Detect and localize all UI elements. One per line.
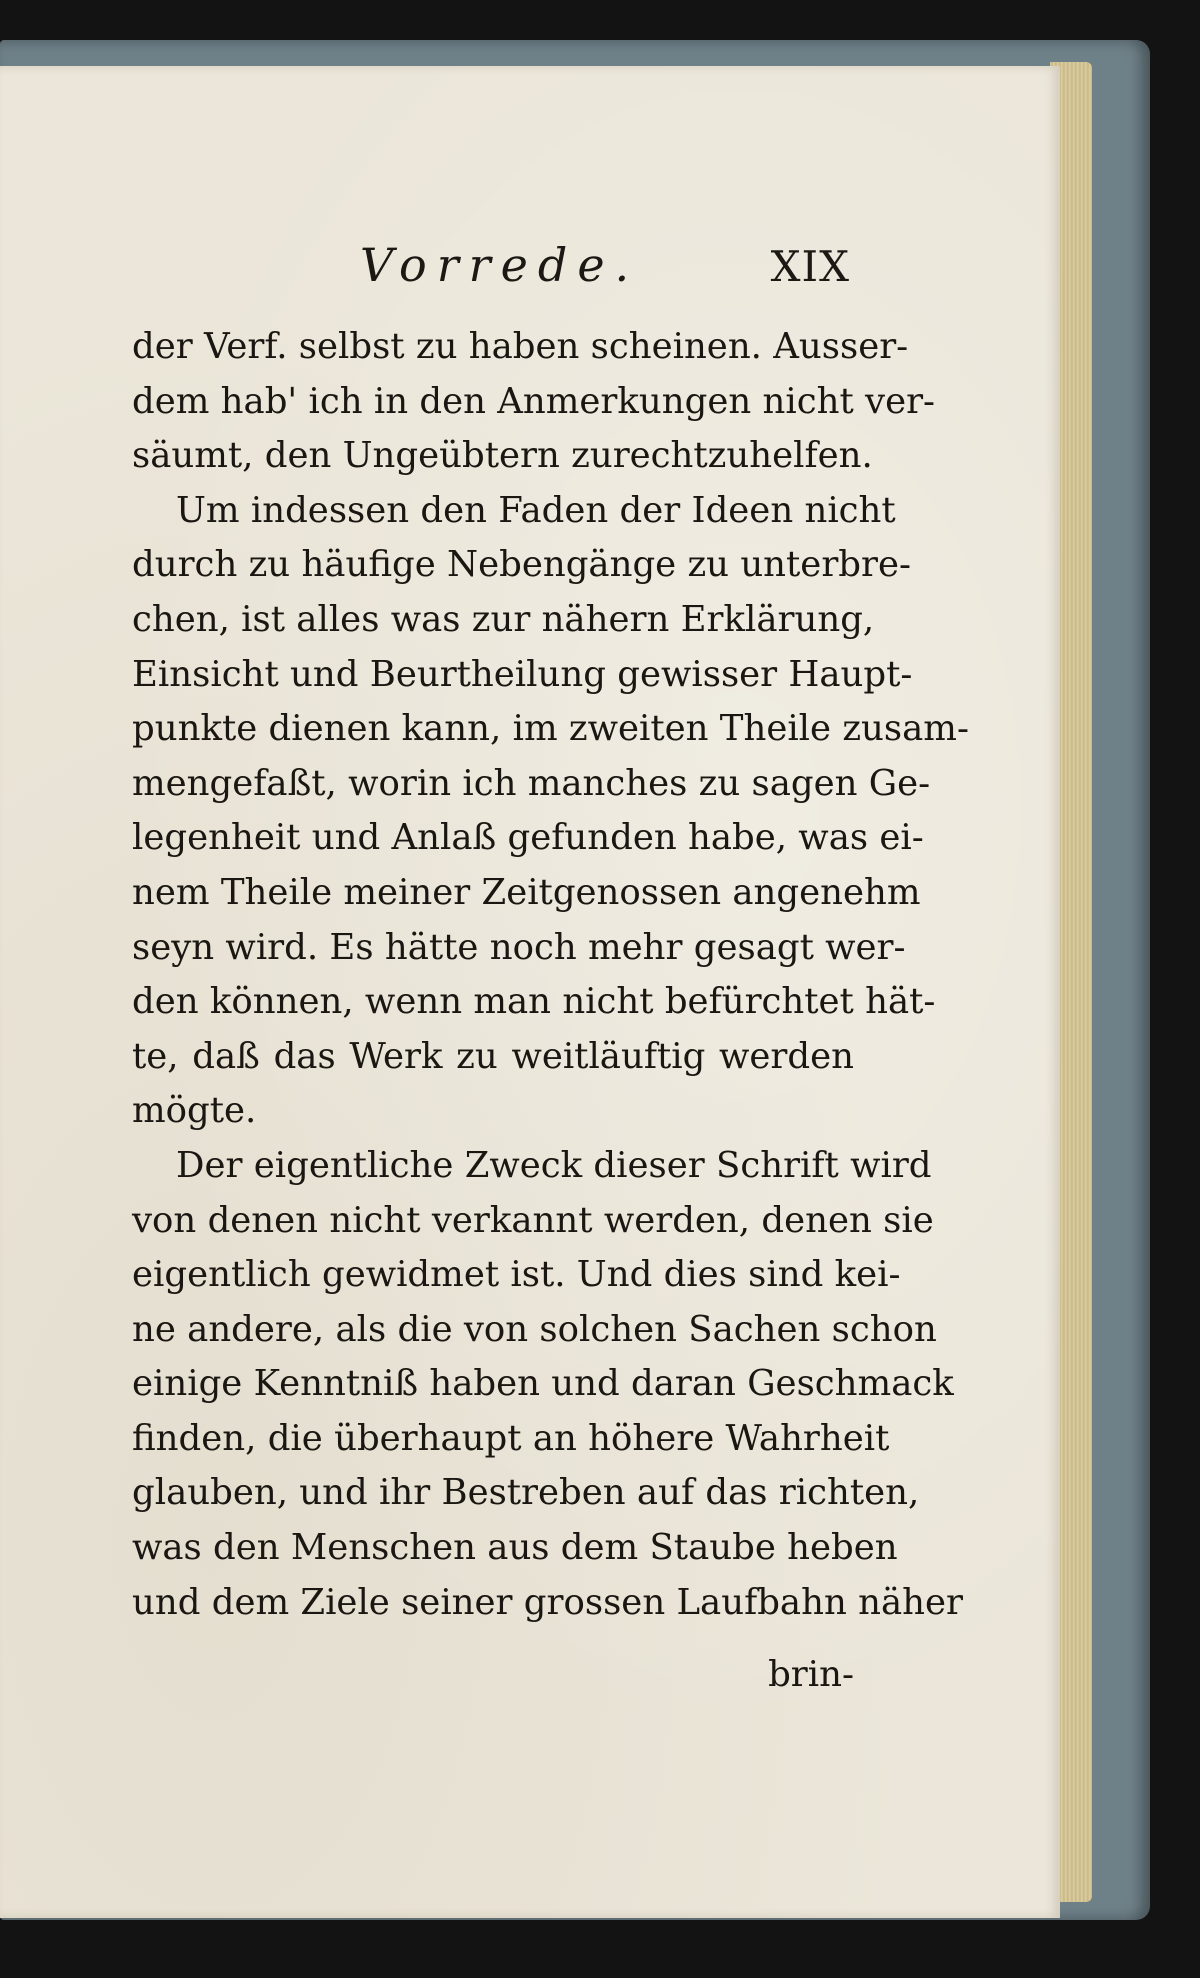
text-line: mengefaßt, worin ich manches zu sagen Ge- [132,762,931,804]
text-line: einige Kenntniß haben und daran Geschmack [132,1363,954,1405]
text-line: te, daß das Werk zu weitläuftig werden [132,1035,854,1077]
text-line: ne andere, als die von solchen Sachen schon [132,1308,937,1350]
text-line: seyn wird. Es hätte noch mehr gesagt wer- [132,926,906,968]
text-line: finden, die überhaupt an höhere Wahrheit [132,1417,890,1459]
text-line: säumt, den Ungeübtern zurechtzuhelfen. [132,435,873,477]
text-line: nem Theile meiner Zeitgenossen angenehm [132,871,921,913]
text-line: der Verf. selbst zu haben scheinen. Ausser- [132,326,909,367]
text-line: Einsicht und Beurtheilung gewisser Haupt- [132,653,913,695]
text-line: von denen nicht verkannt werden, denen sie [132,1199,934,1241]
text-line: Um indessen den Faden der Ideen nicht [176,489,896,531]
text-line: dem hab' ich in den Anmerkungen nicht ver- [132,380,936,422]
text-line: durch zu häufige Nebengänge zu unterbre- [132,544,911,586]
text-line: punkte dienen kann, im zweiten Theile zusam- [132,708,969,750]
text-line: mögte. [132,1090,257,1132]
text-line: und dem Ziele seiner grossen Laufbahn näher [132,1581,963,1623]
text-line: legenheit und Anlaß gefunden habe, was ei- [132,817,924,859]
page-number: XIX [770,242,850,291]
text-line: eigentlich gewidmet ist. Und dies sind kei- [132,1254,901,1296]
text-line: glauben, und ihr Bestreben auf das richten, [132,1472,920,1514]
text-line: chen, ist alles was zur nähern Erklärung, [132,598,875,640]
text-line: den können, wenn man nicht befürchtet hät- [132,981,936,1023]
page-header [130,238,850,298]
running-head: Vorrede. [360,238,640,292]
catchword: brin- [768,1654,854,1695]
text-line: Der eigentliche Zweck dieser Schrift wird [176,1144,932,1186]
text-line: was den Menschen aus dem Staube heben [132,1527,898,1569]
body-text [132,320,969,1630]
